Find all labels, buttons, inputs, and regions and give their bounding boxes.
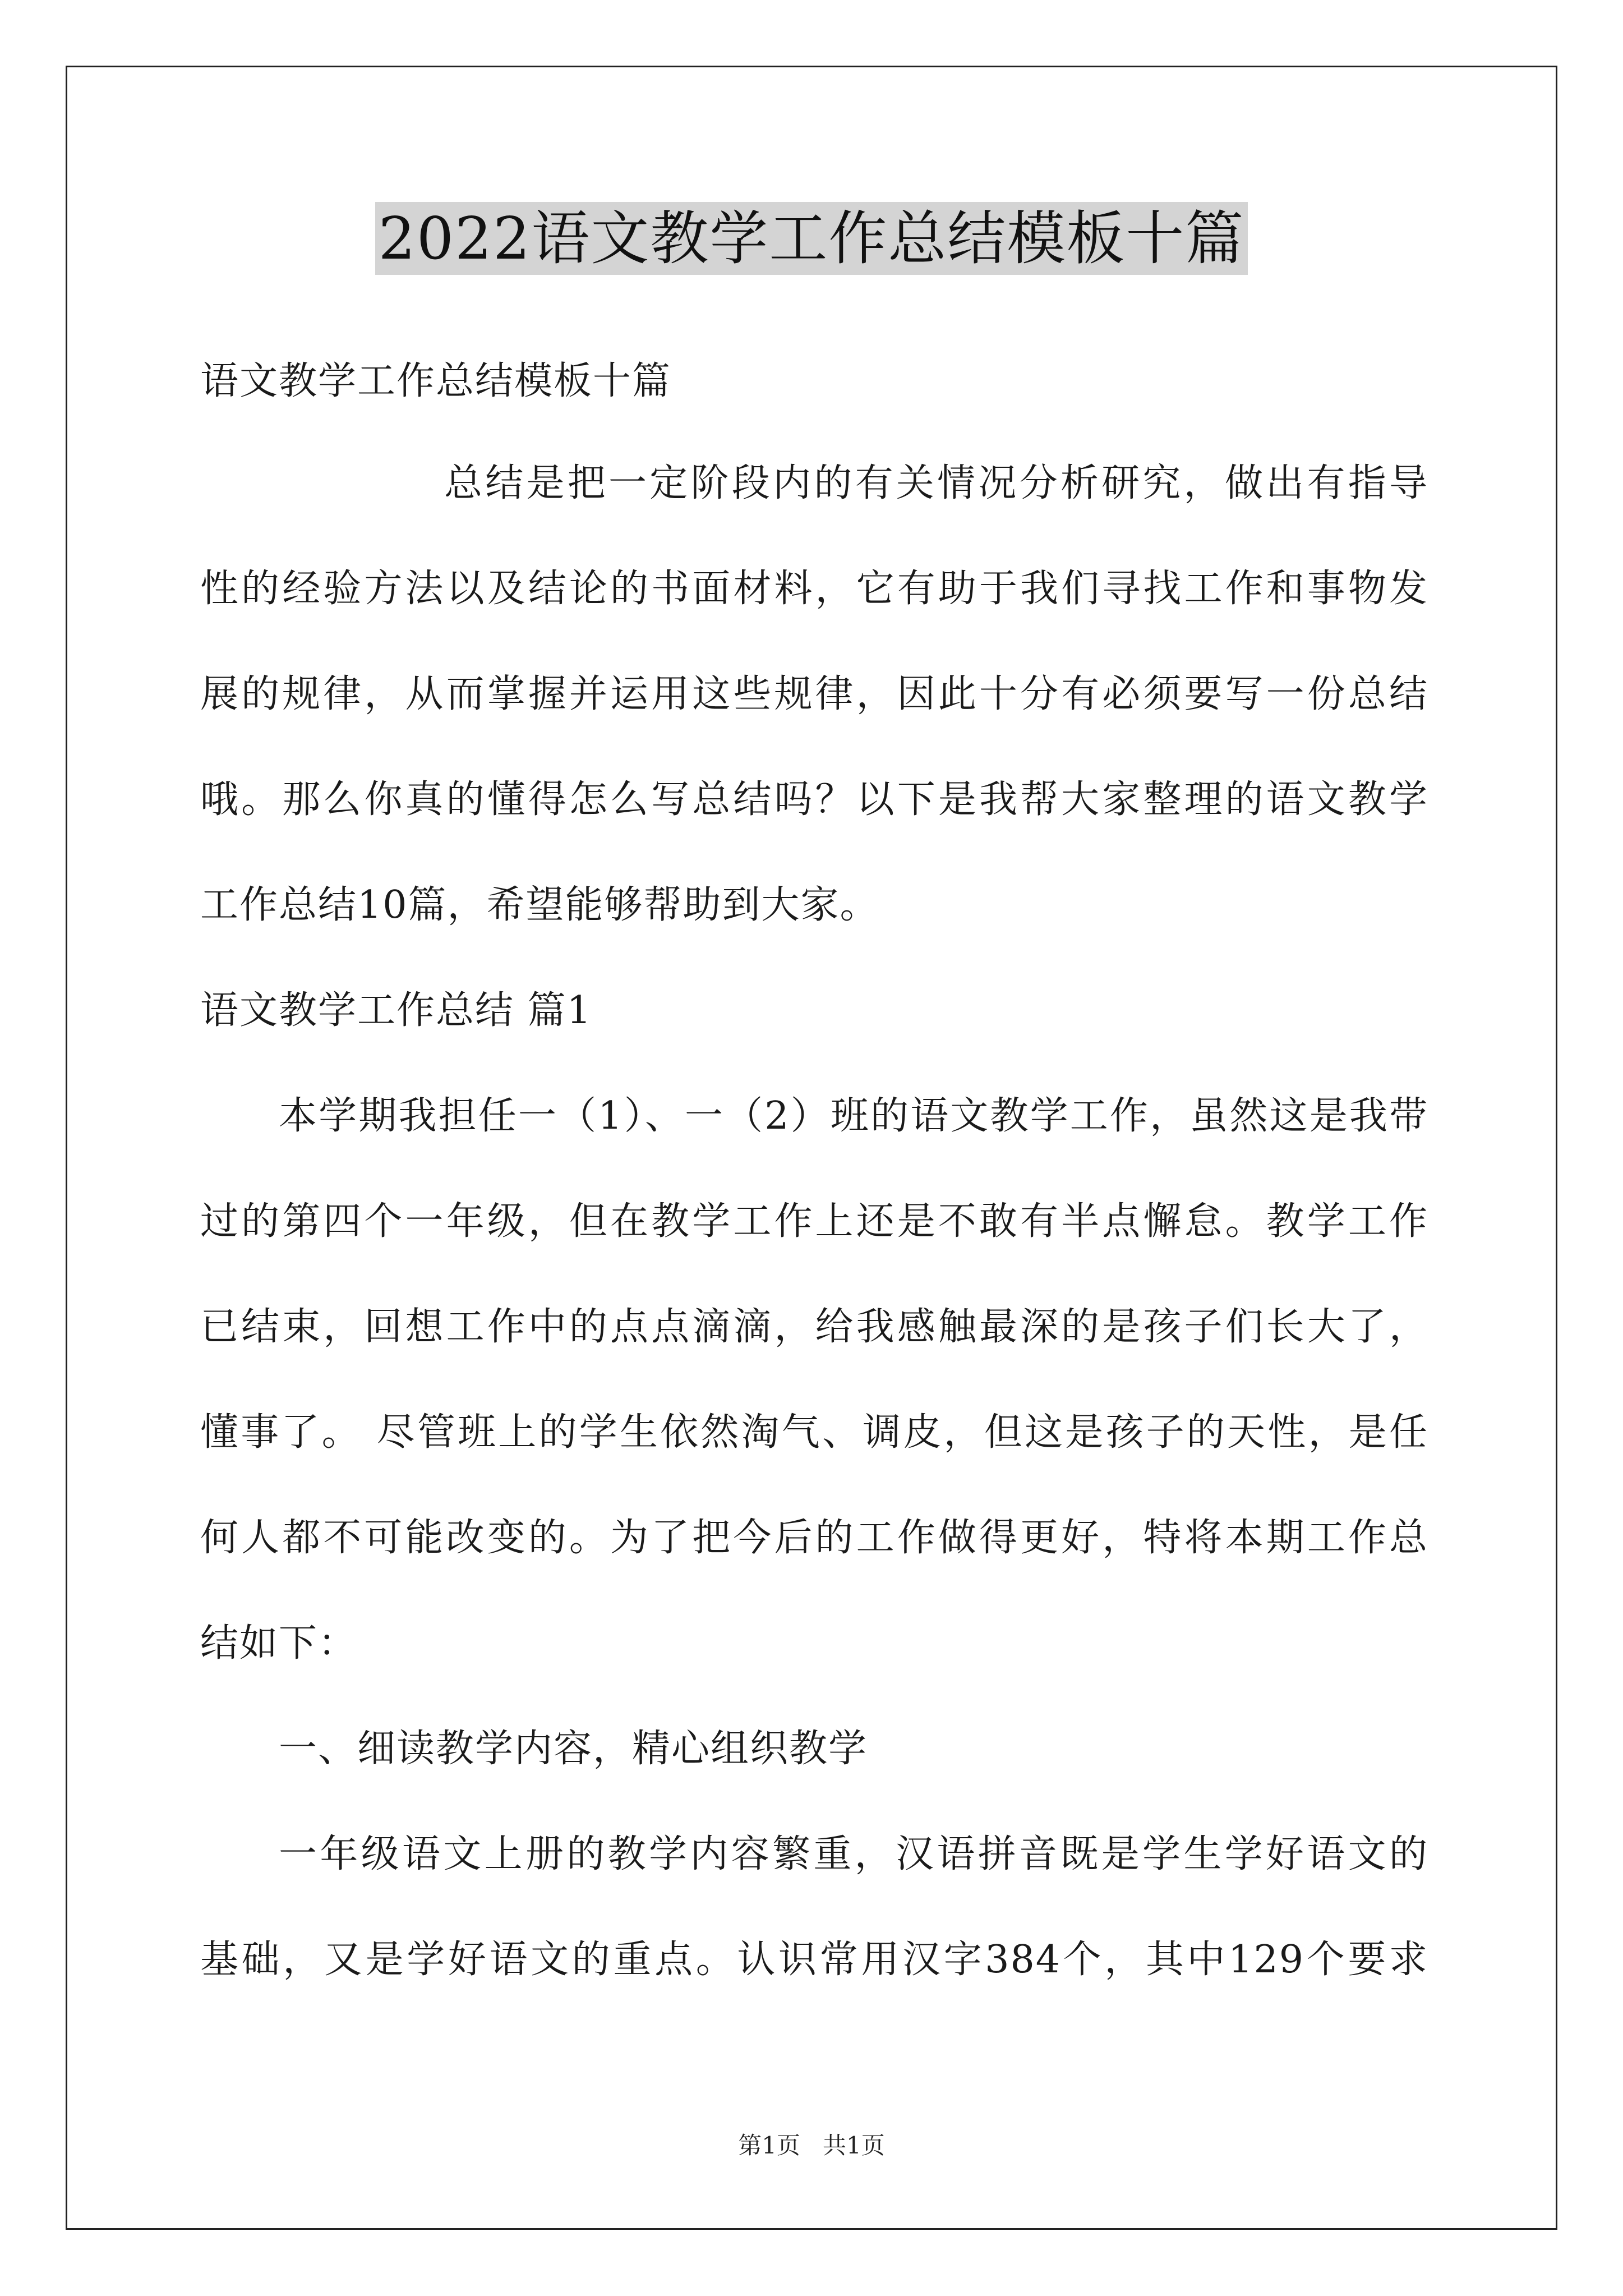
paragraph-line: 哦。那么你真的懂得怎么写总结吗？以下是我帮大家整理的语文教学 — [200, 777, 1428, 822]
paragraph-line: 过的第四个一年级，但在教学工作上还是不敢有半点懈怠。教学工作 — [200, 1199, 1428, 1244]
paragraph-line: 展的规律，从而掌握并运用这些规律，因此十分有必须要写一份总结 — [200, 672, 1428, 716]
paragraph-line: 基础，又是学好语文的重点。认识常用汉字384个，其中129个要求 — [200, 1938, 1428, 1982]
document-title: 2022语文教学工作总结模板十篇 — [375, 202, 1248, 275]
page-footer — [0, 2132, 1623, 2160]
paragraph-line: 一年级语文上册的教学内容繁重，汉语拼音既是学生学好语文的 — [279, 1832, 1428, 1876]
page-number: 第1页 — [738, 2132, 800, 2159]
section-heading: 语文教学工作总结 篇1 — [200, 988, 592, 1033]
paragraph-line: 已结束，回想工作中的点点滴滴，给我感触最深的是孩子们长大了， — [200, 1305, 1428, 1349]
paragraph-line: 总结是把一定阶段内的有关情况分析研究，做出有指导 — [444, 461, 1428, 505]
paragraph-line: 何人都不可能改变的。为了把今后的工作做得更好，特将本期工作总 — [200, 1516, 1428, 1560]
paragraph-line: 工作总结10篇，希望能够帮助到大家。 — [200, 883, 879, 927]
subsection-heading: 一、细读教学内容，精心组织教学 — [279, 1727, 868, 1771]
paragraph-line: 懂事了。 尽管班上的学生依然淘气、调皮，但这是孩子的天性，是任 — [200, 1410, 1428, 1455]
paragraph-line: 性的经验方法以及结论的书面材料，它有助于我们寻找工作和事物发 — [200, 567, 1428, 611]
subtitle-line: 语文教学工作总结模板十篇 — [200, 359, 672, 403]
title-container — [0, 202, 1623, 275]
paragraph-line: 本学期我担任一（1）、一（2）班的语文教学工作，虽然这是我带 — [279, 1094, 1428, 1138]
page-total: 共1页 — [823, 2132, 885, 2159]
paragraph-line: 结如下： — [200, 1621, 358, 1665]
